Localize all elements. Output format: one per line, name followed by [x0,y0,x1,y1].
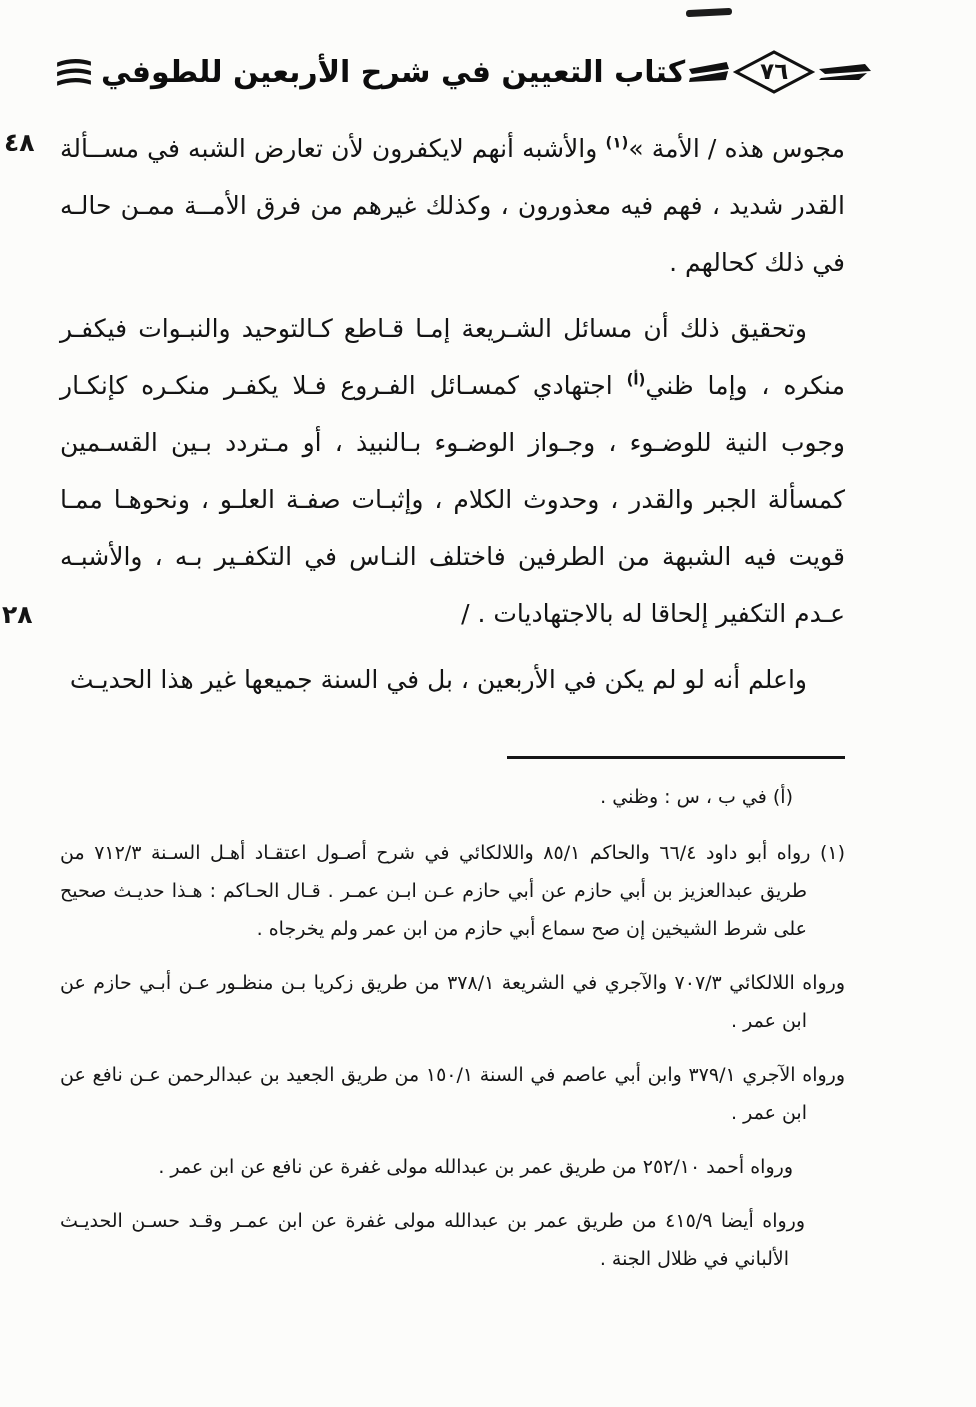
scan-artifact [686,8,732,17]
header-rule-tail-icon [819,63,871,81]
paragraph-2-cont: اجتهادي كمسـائل الفـروع فـلا يكفـر منكـره كإنكـار وجوب النية للوضـوء ، وجـواز الوضـوء بـالنبيذ ، أو مـتردد بـين القسـمين كمسألة الجبر والقدر ، وحدوث الكلام ، وإثبـات صفـة العلـو ، ونحوهـا ممـا قويت فيه الشبهة من الطرفين فاختلف النـاس في التكفـير بـه ، والأشبـه عـدم التكفير إلحاقا له بالاجتهاديات . / [60,371,845,628]
footnote-ref-a: (أ) [626,370,646,389]
footnote-1-source-4: ورواه أحمد ٢٥٢/١٠ من طريق عمر بن عبدالله مولى غفرة عن نافع عن ابن عمر . [158,1156,793,1178]
header-rule-icon [689,61,729,83]
footnote-ref-1: (١) [605,133,629,152]
header-ornament-icon [55,56,93,88]
paragraph-1 [60,120,845,291]
paragraph-3: واعلم أنه لو لم يكن في الأربعين ، بل في السنة جميعها غير هذا الحديـث [69,665,807,694]
paragraph-1-cont: والأشبه أنهم لايكفرون لأن تعارض الشبه في مســألة القدر شديد ، فهم فيه معذورون ، وكذلك غيرهم من فرق الأمــة ممـن حالـه في ذلك كحالهم . [60,134,845,277]
page-number-diamond [733,49,815,95]
page-number: ٧٦ [760,59,789,85]
footnote-separator [507,756,845,759]
page-header [55,48,860,96]
book-title: كتاب التعيين في شرح الأربعين للطوفي [101,54,686,90]
footnote-1-source-3: ورواه الآجري ٣٧٩/١ وابن أبي عاصم في السنة ١٥٠/١ من طريق الجعيد بن عبدالرحمن عـن نافع عن ابن عمر . [60,1064,846,1124]
footnote-variant-a: (أ) في ب ، س : وظني . [600,786,793,808]
footnote-1: (١) رواه أبو داود ٦٦/٤ والحاكم ٨٥/١ واللالكائي في شرح أصـول اعتقـاد أهـل السـنة ٧١٢/٣ من طريق عبدالعزيز بن أبي حازم عن أبي حازم عـن ابـن عمـر . قـال الحـاكم : هـذا حديـث صحيح على شرط الشيخين إن صح سماع أبي حازم من ابن عمر ولم يخرجاه . [60,842,845,940]
margin-folio-top: ٤٨ [4,128,35,157]
margin-folio-middle: ٢٨ [2,600,33,629]
footnote-1-source-2: ورواه اللالكائي ٧٠٧/٣ والآجري في الشريعة ٣٧٨/١ من طريق زكريا بـن منظـور عـن أبـي حازم عن ابن عمر . [60,972,845,1032]
footnote-1-source-5: ورواه أيضا ٤١٥/٩ من طريق عمر بن عبدالله مولى غفرة عن ابن عمـر وقـد حسـن الحديـث الألباني في ظلال الجنة . [60,1210,805,1270]
body-text [60,120,845,717]
paragraph-2 [60,300,845,642]
footnotes-section [60,778,845,1294]
paragraph-1-text: مجوس هذه / الأمة » [628,134,845,163]
paragraph-2-text: وتحقيق ذلك أن مسائل الشـريعة إمـا قـاطع كـالتوحيد والنبـوات فيكفـر منكره ، وإما ظني [60,314,845,400]
